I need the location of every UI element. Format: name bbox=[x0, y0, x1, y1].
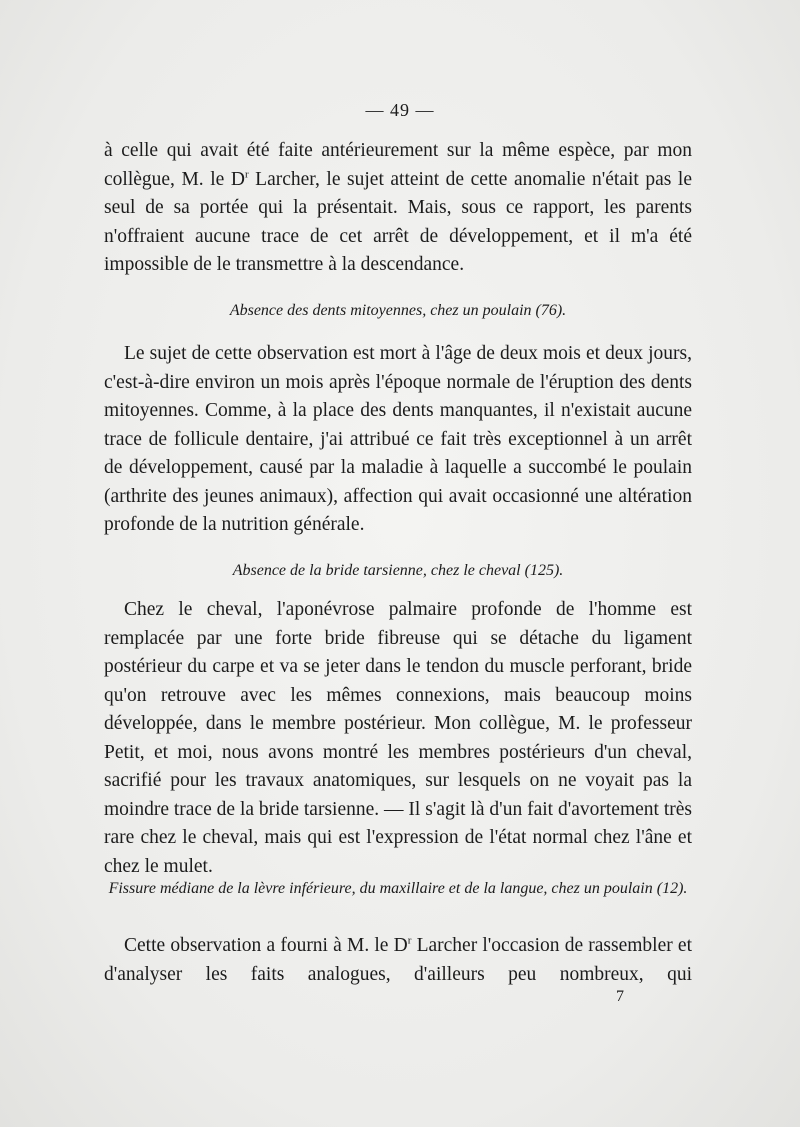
section-heading-fissure-mediane: Fissure médiane de la lèvre inférieure, du maxillaire et de la langue, chez un poulain (12). bbox=[108, 880, 688, 897]
paragraph-text: Larcher l'occasion de rassembler et d'analyser les faits analogues, d'ailleurs peu nombreux, qui bbox=[104, 935, 692, 985]
paragraph-fissure-mediane bbox=[104, 932, 692, 989]
paragraph-continuation bbox=[104, 137, 692, 280]
paragraph-text: à celle qui avait été faite antérieurement sur la même espèce, par mon collègue, M. le D bbox=[104, 140, 692, 190]
paragraph-text: Larcher, le sujet atteint de cette anomalie n'était pas le seul de sa portée qui la présentait. Mais, sous ce rapport, les parents n'offraient aucune trace de cet arrêt de développement, et il m'a été impossible de le transmettre à la descendance. bbox=[104, 168, 692, 275]
paragraph-dents-mitoyennes: Le sujet de cette observation est mort à l'âge de deux mois et deux jours, c'est-à-dire environ un mois après l'époque normale de l'éruption des dents mitoyennes. Comme, à la place des dents manquantes, il n'existait aucune trace de follicule dentaire, j'ai attribué ce fait très exceptionnel à un arrêt de développement, causé par la maladie à laquelle a succombé le poulain (arthrite des jeunes animaux), affection qui avait occasionné une altération profonde de la nutrition générale. bbox=[104, 343, 692, 535]
paragraph-bride-tarsienne: Chez le cheval, l'aponévrose palmaire profonde de l'homme est remplacée par une forte bride fibreuse qui se détache du ligament postérieur du carpe et va se jeter dans le tendon du muscle perforant, bride qu'on retrouve avec les mêmes connexions, mais beaucoup moins développée, dans le membre postérieur. Mon collègue, M. le professeur Petit, et moi, nous avons montré les membres postérieurs d'un cheval, sacrifié pour les travaux anatomiques, sur lesquels on ne voyait pas la moindre trace de la bride tarsienne. — Il s'agit là d'un fait d'avortement très rare chez le cheval, mais qui est l'expression de l'état normal chez l'âne et chez le mulet. bbox=[104, 599, 692, 877]
section-heading-dents-mitoyennes: Absence des dents mitoyennes, chez un poulain (76). bbox=[229, 302, 567, 319]
page-number: — 49 — bbox=[365, 100, 435, 120]
signature-mark: 7 bbox=[616, 988, 624, 1005]
superscript: r bbox=[244, 168, 249, 180]
paragraph-text: Cette observation a fourni à M. le D bbox=[124, 935, 408, 956]
section-heading-bride-tarsienne: Absence de la bride tarsienne, chez le cheval (125). bbox=[232, 562, 564, 579]
superscript: r bbox=[407, 934, 412, 947]
